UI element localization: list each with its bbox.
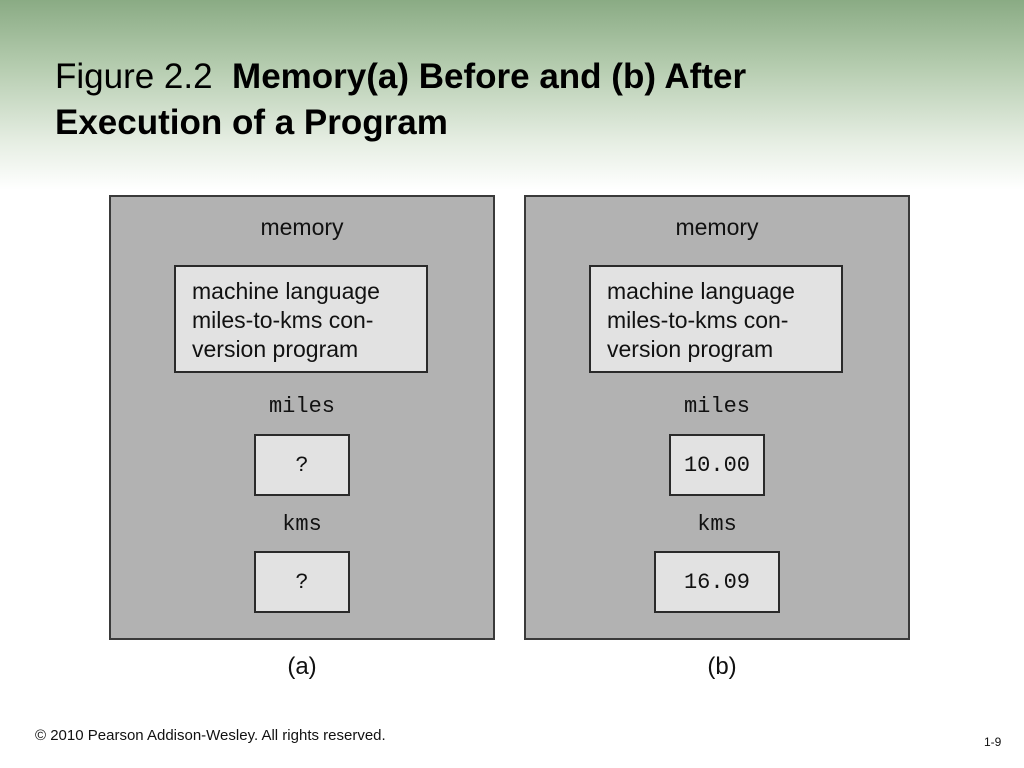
miles-label: miles bbox=[683, 394, 750, 419]
program-line: version program bbox=[607, 336, 774, 362]
caption-a: (a) bbox=[287, 653, 317, 680]
kms-label: kms bbox=[282, 512, 322, 537]
slide-title bbox=[55, 54, 955, 146]
page-number: 1-9 bbox=[984, 735, 1002, 749]
program-line: version program bbox=[192, 336, 359, 362]
memory-panel-after bbox=[524, 195, 910, 640]
program-box bbox=[589, 265, 843, 373]
caption-b: (b) bbox=[707, 653, 737, 680]
miles-value-box: ? bbox=[254, 434, 350, 496]
miles-value-box: 10.00 bbox=[669, 434, 765, 496]
program-box bbox=[174, 265, 428, 373]
figure-number: Figure 2.2 bbox=[55, 57, 213, 96]
program-line: machine language bbox=[192, 278, 380, 304]
kms-label: kms bbox=[697, 512, 737, 537]
kms-value-box: ? bbox=[254, 551, 350, 613]
program-line: machine language bbox=[607, 278, 795, 304]
title-line-2: Execution of a Program bbox=[55, 103, 448, 142]
memory-panel-before bbox=[109, 195, 495, 640]
program-line: miles-to-kms con- bbox=[192, 307, 374, 333]
memory-label: memory bbox=[675, 214, 759, 240]
kms-value-box: 16.09 bbox=[654, 551, 780, 613]
miles-label: miles bbox=[268, 394, 335, 419]
copyright-notice: © 2010 Pearson Addison-Wesley. All rights reserved. bbox=[35, 727, 386, 744]
memory-label: memory bbox=[260, 214, 344, 240]
program-line: miles-to-kms con- bbox=[607, 307, 789, 333]
title-line-1: Memory(a) Before and (b) After bbox=[232, 57, 747, 96]
